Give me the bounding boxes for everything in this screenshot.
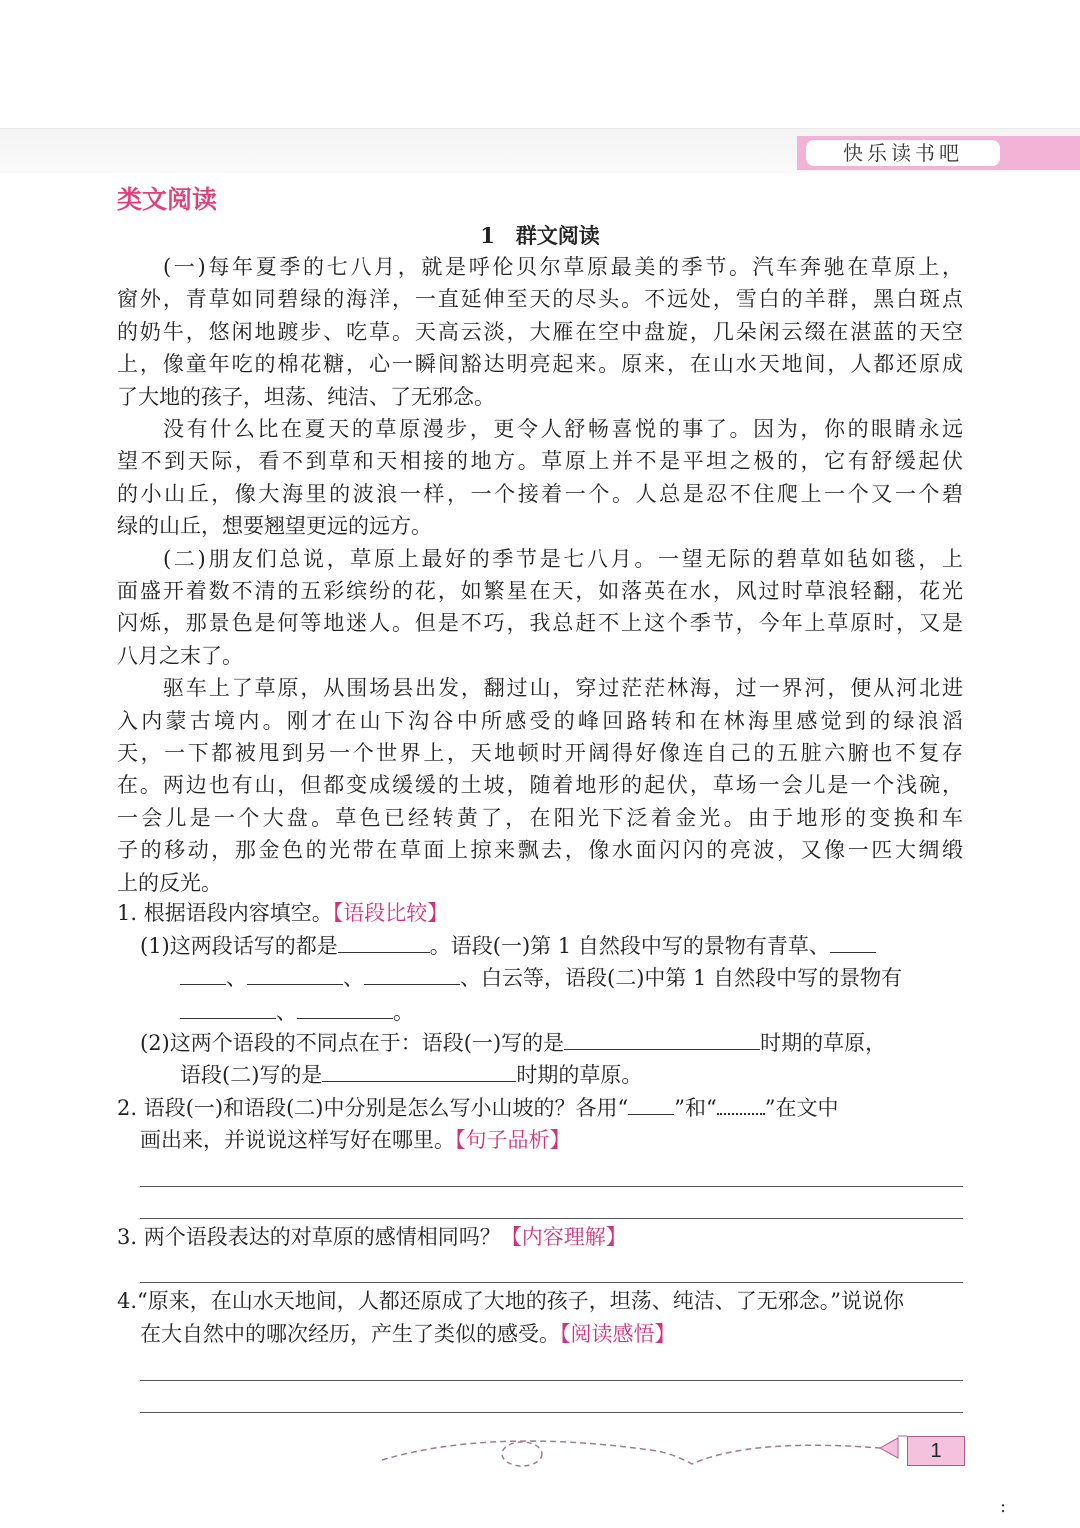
answer-blank[interactable] — [338, 932, 430, 953]
question-2 — [117, 1094, 963, 1122]
question-1-1 — [140, 932, 963, 960]
wavy-underline-sample — [717, 1095, 765, 1115]
question-text: 时期的草原， — [760, 1031, 887, 1055]
question-3 — [117, 1223, 963, 1251]
header-tab-label: 快乐读书吧 — [806, 140, 1000, 166]
passage-line: 面盛开着数不清的五彩缤纷的花，如繁星在天，如落英在水，风过时草浪轻翻，花光 — [117, 579, 963, 603]
question-text: (1)这两段话写的都是 — [140, 934, 338, 958]
answer-line[interactable] — [140, 1282, 963, 1283]
passage-line: 一会儿是一个大盘。草色已经转黄了，在阳光下泛着金光。由于地形的变换和车 — [117, 805, 963, 830]
answer-line[interactable] — [140, 1218, 963, 1219]
question-text: 3. 两个语段表达的对草原的感情相同吗？ — [117, 1225, 501, 1249]
answer-blank[interactable] — [247, 964, 343, 985]
answer-blank[interactable] — [322, 1061, 516, 1082]
passage-line: 了大地的孩子，坦荡、纯洁、了无邪念。 — [117, 384, 495, 409]
question-text: 2. 语段(一)和语段(二)中分别是怎么写小山坡的？各用“ — [117, 1096, 629, 1120]
passage-line: 的小山丘，像大海里的波浪一样，一个接着一个。人总是忍不住爬上一个又一个碧 — [117, 481, 963, 506]
passage-line: 驱车上了草原，从围场县出发，翻过山，穿过茫茫林海，过一界河，便从河北进 — [163, 676, 963, 701]
question-text: 语段(二)写的是 — [180, 1063, 323, 1087]
passage-line: 窗外，青草如同碧绿的海洋，一直延伸至天的尽头。不远处，雪白的羊群，黑白斑点 — [117, 287, 963, 312]
question-2-cont — [140, 1126, 963, 1154]
question-1-1-cont2 — [180, 998, 963, 1026]
question-4 — [117, 1287, 963, 1315]
question-text: 。语段(一)第 1 自然段中写的景物有青草、 — [429, 934, 830, 958]
answer-blank[interactable] — [364, 964, 460, 985]
passage-line: 闪烁，那景色是何等地迷人。但是不巧，我总赶不上这个季节，今年上草原时，又是 — [117, 611, 963, 636]
question-tag: 【阅读感悟】 — [560, 1322, 676, 1346]
question-tag: 【语段比较】 — [332, 901, 449, 925]
question-text: 在大自然中的哪次经历，产生了类似的感受。 — [140, 1322, 560, 1346]
answer-line[interactable] — [140, 1186, 963, 1187]
answer-line[interactable] — [140, 1412, 963, 1413]
question-1-2-cont — [180, 1061, 963, 1089]
question-text: (2)这两个语段的不同点在于：语段(一)写的是 — [140, 1031, 565, 1055]
header-tab — [797, 136, 1080, 170]
question-4-cont — [140, 1320, 963, 1348]
question-tag: 【内容理解】 — [500, 1225, 627, 1249]
answer-blank[interactable] — [180, 964, 226, 985]
question-text: ”在文中 — [764, 1096, 839, 1120]
answer-blank[interactable] — [830, 932, 876, 953]
question-text: 画出来，并说说这样写好在哪里。 — [140, 1128, 455, 1152]
punct: 、 — [343, 966, 364, 990]
passage-line: 天，一下都被甩到另一个世界上，天地顿时开阔得好像连自己的五脏六腑也不复存 — [117, 741, 963, 765]
answer-blank[interactable] — [180, 998, 276, 1019]
passage-line: 上，像童年吃的棉花糖，心一瞬间豁达明亮起来。原来，在山水天地间，人都还原成 — [117, 352, 963, 377]
passage-line: 的奶牛，悠闲地踱步、吃草。天高云淡，大雁在空中盘旋，几朵闲云缀在湛蓝的天空 — [117, 319, 963, 344]
passage-line: 没有什么比在夏天的草原漫步，更令人舒畅喜悦的事了。因为，你的眼睛永远 — [163, 417, 963, 441]
passage-line: (一)每年夏季的七八月，就是呼伦贝尔草原最美的季节。汽车奔驰在草原上， — [163, 255, 963, 279]
punct: 、 — [276, 1000, 297, 1024]
passage-line: 绿的山丘，想要翘望更远的远方。 — [117, 514, 432, 539]
corner-mark: : — [1000, 1496, 1007, 1517]
punct: 、 — [226, 966, 247, 990]
passage-line: 子的移动，那金色的光带在草面上掠来飘去，像水面闪闪的亮波，又像一匹大绸缎 — [117, 838, 963, 863]
question-text: 1. 根据语段内容填空。 — [117, 901, 333, 925]
section-title: 类文阅读 — [117, 185, 218, 214]
answer-line[interactable] — [140, 1380, 963, 1381]
answer-blank[interactable] — [564, 1029, 760, 1050]
page-number: 1 — [907, 1436, 965, 1466]
question-1-2 — [140, 1029, 963, 1057]
answer-blank[interactable] — [297, 998, 393, 1019]
question-1-1-cont — [180, 964, 963, 992]
question-text: 时期的草原。 — [516, 1063, 643, 1087]
question-text: 4.“原来，在山水天地间，人都还原成了大地的孩子，坦荡、纯洁、了无邪念。”说说你 — [117, 1289, 905, 1313]
punct: 。 — [393, 1000, 414, 1024]
passage-line: 入内蒙古境内。刚才在山下沟谷中所感受的峰回路转和在林海里感觉到的绿浪滔 — [117, 708, 963, 733]
article-title: 1 群文阅读 — [480, 223, 600, 248]
passage-line: (二)朋友们总说，草原上最好的季节是七八月。一望无际的碧草如毡如毯，上 — [163, 546, 963, 571]
passage-line: 上的反光。 — [117, 870, 222, 895]
question-1 — [117, 899, 963, 927]
straight-underline-sample — [628, 1094, 674, 1115]
dashed-ribbon-decoration — [370, 1428, 910, 1478]
question-tag: 【句子品析】 — [455, 1128, 571, 1152]
passage-line: 在。两边也有山，但都变成缓缓的土坡，随着地形的起伏，草场一会儿是一个浅碗， — [117, 773, 963, 798]
question-text: ”和“ — [674, 1096, 717, 1120]
question-text: 、白云等，语段(二)中第 1 自然段中写的景物有 — [460, 966, 903, 990]
passage-line: 八月之末了。 — [117, 643, 243, 668]
passage-line: 望不到天际，看不到草和天相接的地方。草原上并不是平坦之极的，它有舒缓起伏 — [117, 449, 963, 474]
